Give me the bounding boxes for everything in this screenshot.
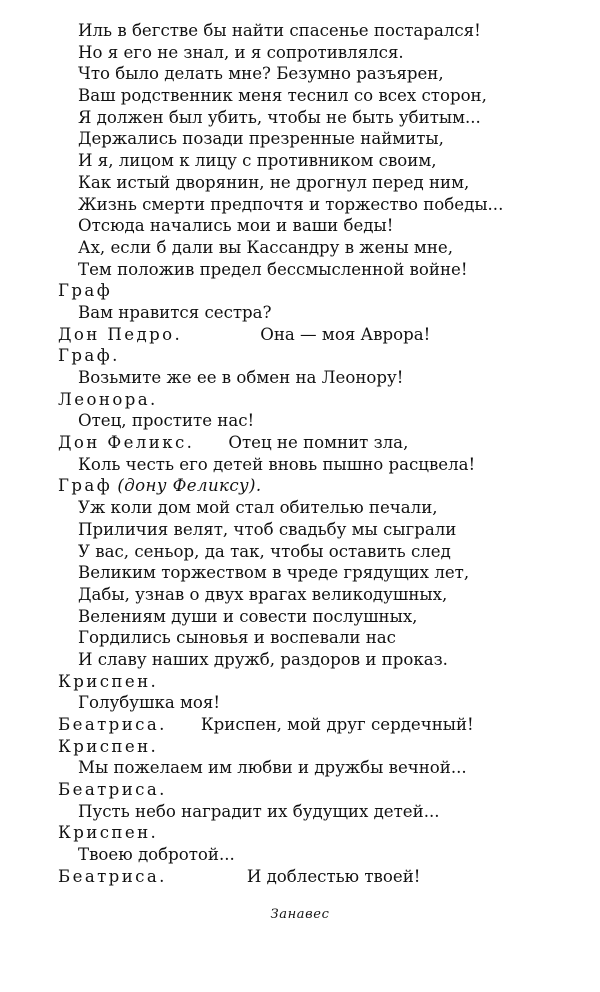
play-text [58,20,578,888]
verse-text: Она — моя Аврора! [260,324,431,344]
verse-line: Велениям души и совести послушных, [78,606,418,626]
verse-line: Тем положив предел бессмысленной войне! [78,259,468,279]
verse-line: Голубушка моя! [78,693,221,713]
speaker-name: Дон Феликс. [58,433,195,453]
speaker-name: Беатриса. [58,866,167,886]
speaker-name: Криспен. [58,823,159,843]
speaker-name: Беатриса. [58,715,167,734]
verse-line: Ах, если б дали вы Кассандру в жены мне, [78,237,453,257]
verse-line: Ваш родственник меня теснил со всех сторон, [78,86,487,106]
verse-line: Я должен был убить, чтобы не быть убитым... [78,107,481,127]
verse-line: Мы пожелаем им любви и дружбы вечной... [78,758,467,778]
verse-line: Отсюда начались мои и ваши беды! [78,216,394,236]
verse-line: Уж коли дом мой стал обителью печали, [78,498,438,518]
verse-line: У вас, сеньор, да так, чтобы оставить след [78,541,451,561]
stage-direction: (дону Феликсу). [117,476,262,496]
verse-line: Отец, простите нас! [78,411,255,431]
speaker-name: Беатриса. [58,780,167,800]
speaker-name: Граф. [58,346,120,366]
curtain-note: Занавес [270,907,330,922]
verse-line: Приличия велят, чтоб свадьбу мы сыграли [78,519,457,539]
verse-line: Великим торжеством в чреде грядущих лет, [78,563,470,583]
verse-line: Жизнь смерти предпочтя и торжество победы... [78,194,504,214]
verse-line: Твоею добротой... [78,845,235,865]
verse-text: Отец не помнит зла, [228,433,409,453]
verse-text: Криспен, мой друг сердечный! [200,715,474,734]
verse-line: Но я его не знал, и я сопротивлялся. [78,42,404,62]
dialogue-line [58,714,578,736]
verse-line: Возьмите же ее в обмен на Леонору! [78,368,404,387]
speaker-name: Криспен. [58,671,159,691]
verse-line: И славу наших дружб, раздоров и проказ. [78,649,448,669]
speaker-name: Леонора. [58,389,158,409]
verse-line: И я, лицом к лицу с противником своим, [78,151,437,171]
speaker-name: Граф [58,476,113,496]
verse-line: Дабы, узнав о двух врагах великодушных, [78,584,448,604]
verse-text: И доблестью твоей! [246,866,421,886]
verse-line: Гордились сыновья и воспевали нас [78,628,396,648]
speaker-name: Криспен. [58,736,159,756]
verse-line: Как истый дворянин, не дрогнул перед ним, [78,172,470,192]
dialogue-line [58,475,578,497]
dialogue-line [58,432,578,454]
dialogue-line [58,866,578,888]
verse-line: Коль честь его детей вновь пышно расцвела! [78,454,476,474]
verse-line: Иль в бегстве бы найти спасенье постарался! [78,21,481,40]
verse-line: Пусть небо наградит их будущих детей... [78,801,440,821]
verse-line: Держались позади презренные наймиты, [78,129,444,149]
dialogue-line [58,324,578,346]
speaker-name: Граф [58,281,113,301]
verse-line: Что было делать мне? Безумно разъярен, [78,64,444,84]
verse-line: Вам нравится сестра? [78,302,272,322]
speaker-name: Дон Педро. [58,324,183,344]
